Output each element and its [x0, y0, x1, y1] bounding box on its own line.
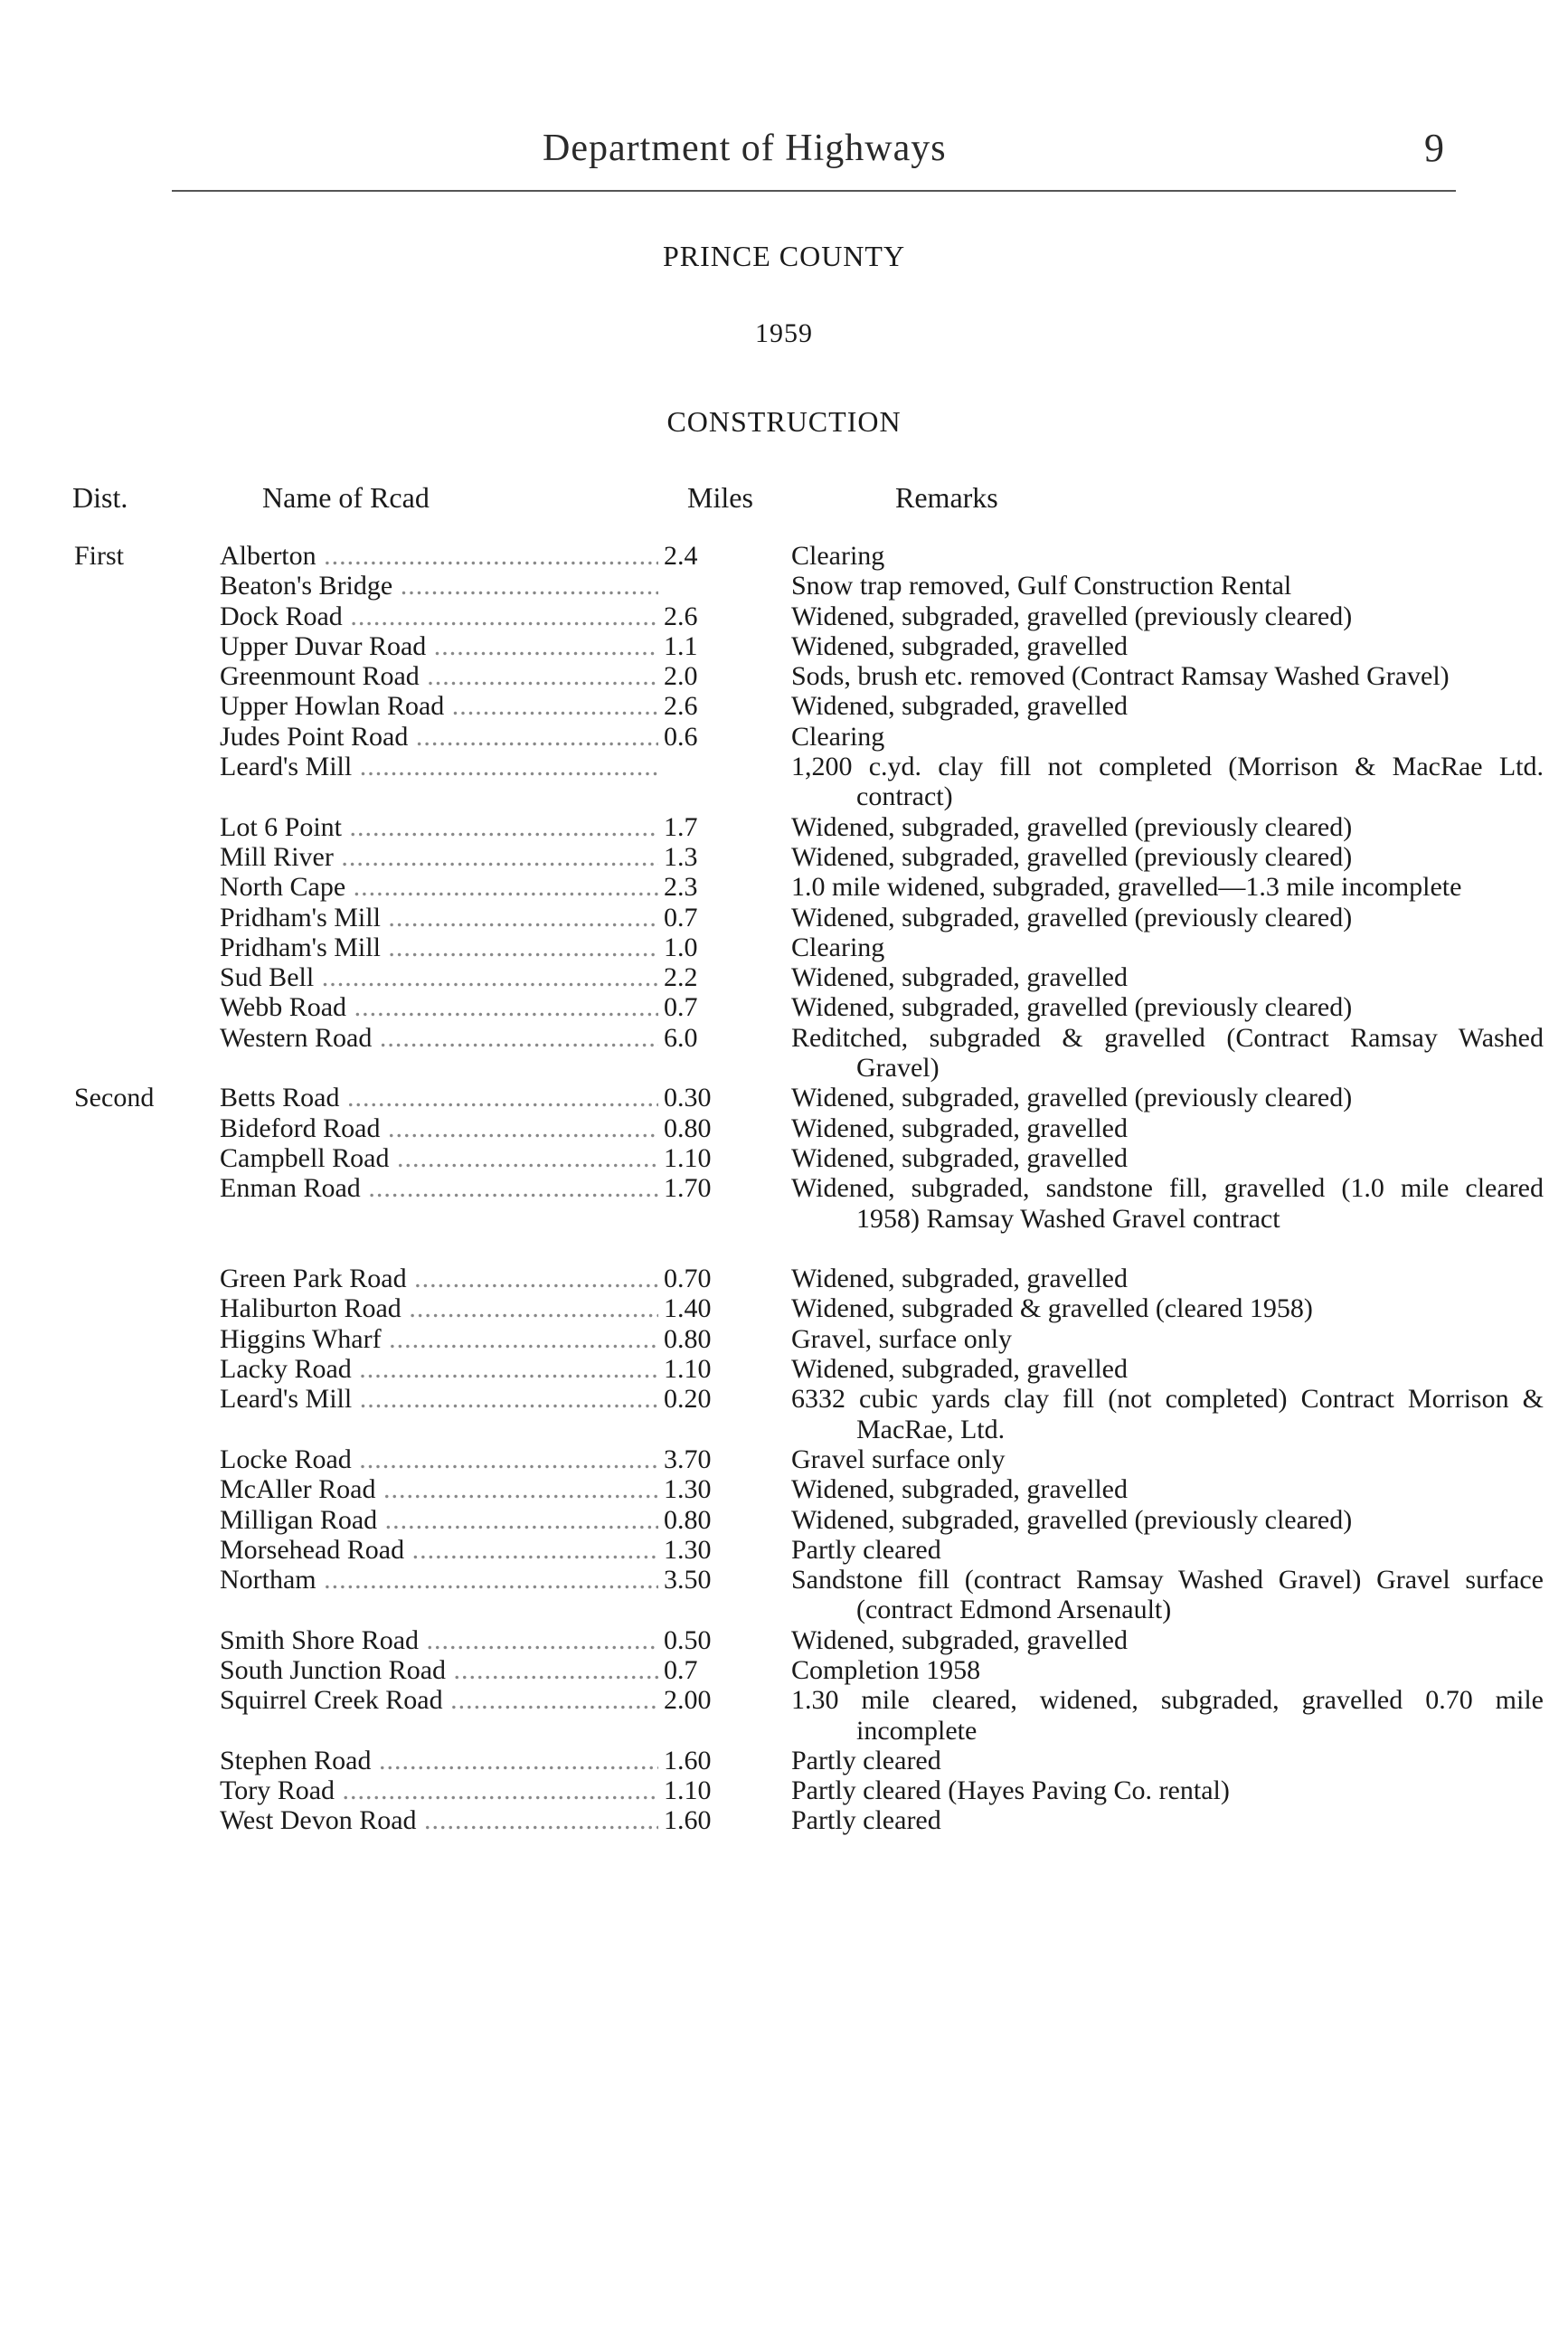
road-name-cell: Dock Road ..... — [220, 601, 658, 631]
table-row — [0, 1293, 1568, 1323]
road-name-cell: Enman Road ..... — [220, 1173, 658, 1203]
road-name-cell: Leard's Mill ..... — [220, 1384, 658, 1414]
road-name-cell: Stephen Road ..... — [220, 1746, 658, 1775]
table-row — [0, 1685, 1568, 1746]
miles-cell: 0.7 — [658, 992, 763, 1022]
road-name-cell: Upper Howlan Road ..... — [220, 691, 658, 721]
road-name-cell: Webb Road ..... — [220, 992, 658, 1022]
road-name-cell: West Devon Road ..... — [220, 1805, 658, 1835]
remarks-cell: Widened, subgraded, gravelled (previously cleared) — [791, 811, 1353, 842]
table-row — [0, 1083, 1568, 1112]
road-name-cell: Morsehead Road ..... — [220, 1535, 658, 1565]
miles-cell: 0.7 — [658, 903, 763, 933]
miles-cell: 0.80 — [658, 1113, 763, 1143]
remarks-cell: Sandstone fill (contract Ramsay Washed Gravel) Gravel surface (contract Edmond Arsenault) — [791, 1565, 1544, 1625]
remarks-cell: Snow trap removed, Gulf Construction Rental — [791, 571, 1292, 601]
remarks-cell: 1.30 mile cleared, widened, subgraded, gravelled 0.70 mile incomplete — [791, 1685, 1544, 1746]
remarks-cell: Clearing — [791, 541, 885, 571]
miles-cell: 2.4 — [658, 541, 763, 571]
miles-cell: 0.70 — [658, 1264, 763, 1293]
remarks-cell: Clearing — [791, 721, 885, 752]
road-name-cell: Greenmount Road ..... — [220, 661, 658, 691]
miles-cell: 1.7 — [658, 812, 763, 842]
remarks-cell: Widened, subgraded, gravelled — [791, 1354, 1128, 1385]
road-name-cell: Squirrel Creek Road ..... — [220, 1685, 658, 1715]
county-heading: PRINCE COUNTY — [662, 240, 906, 272]
table-row — [0, 1655, 1568, 1685]
road-name-cell: Smith Shore Road ..... — [220, 1625, 658, 1655]
road-name-cell: Beaton's Bridge ..... — [220, 571, 658, 601]
road-name-cell: Bideford Road ..... — [220, 1113, 658, 1143]
column-headers — [0, 481, 1568, 521]
remarks-cell: Widened, subgraded, gravelled — [791, 1474, 1128, 1505]
road-name-cell: South Junction Road ..... — [220, 1655, 658, 1685]
remarks-cell: Partly cleared — [791, 1805, 941, 1836]
table-row — [0, 722, 1568, 752]
road-name-cell: Upper Duvar Road ..... — [220, 631, 658, 661]
miles-cell: 3.50 — [658, 1565, 763, 1595]
remarks-cell: Widened, subgraded, gravelled — [791, 1112, 1128, 1143]
table-row — [0, 1746, 1568, 1775]
dist-cell: First — [74, 541, 125, 571]
remarks-cell: Widened, subgraded, gravelled (previously cleared) — [791, 1504, 1353, 1535]
miles-cell: 0.50 — [658, 1625, 763, 1655]
table-row — [0, 1324, 1568, 1354]
table-row — [0, 1173, 1568, 1234]
miles-cell: 2.0 — [658, 661, 763, 691]
miles-cell: 2.6 — [658, 601, 763, 631]
column-header-miles: Miles — [687, 481, 753, 514]
remarks-cell: Widened, subgraded, gravelled (previously cleared) — [791, 992, 1353, 1023]
remarks-cell: 1.0 mile widened, subgraded, gravelled—1.3 mile incomplete — [791, 872, 1462, 903]
miles-cell: 1.10 — [658, 1354, 763, 1384]
table-row — [0, 1143, 1568, 1173]
table-row — [0, 571, 1568, 601]
miles-cell: 1.0 — [658, 933, 763, 962]
road-name-cell: Tory Road ..... — [220, 1775, 658, 1805]
remarks-cell: Widened, subgraded, gravelled — [791, 630, 1128, 661]
column-header-dist: Dist. — [72, 481, 128, 514]
miles-cell: 1.60 — [658, 1805, 763, 1835]
table-row — [0, 962, 1568, 992]
road-name-cell: Pridham's Mill ..... — [220, 903, 658, 933]
table-row — [0, 933, 1568, 962]
road-name-cell: Campbell Road ..... — [220, 1143, 658, 1173]
miles-cell: 2.3 — [658, 872, 763, 902]
page-number: 9 — [1424, 126, 1444, 170]
miles-cell: 0.6 — [658, 722, 763, 752]
road-name-cell: North Cape ..... — [220, 872, 658, 902]
road-name-cell: Pridham's Mill ..... — [220, 933, 658, 962]
road-name-cell: Alberton ..... — [220, 541, 658, 571]
road-name-cell: Lot 6 Point ..... — [220, 812, 658, 842]
remarks-cell: Widened, subgraded, gravelled (previously cleared) — [791, 841, 1353, 872]
dist-cell: Second — [74, 1083, 155, 1113]
table-row — [0, 1535, 1568, 1565]
year-heading: 1959 — [755, 318, 813, 348]
miles-cell: 1.60 — [658, 1746, 763, 1775]
remarks-cell: Widened, subgraded, gravelled (previously cleared) — [791, 1083, 1353, 1113]
miles-cell: 2.00 — [658, 1685, 763, 1715]
remarks-cell: Partly cleared (Hayes Paving Co. rental) — [791, 1775, 1230, 1806]
miles-cell: 1.10 — [658, 1143, 763, 1173]
table-row — [0, 842, 1568, 872]
miles-cell: 0.80 — [658, 1505, 763, 1535]
table-row — [0, 1264, 1568, 1293]
table-row — [0, 812, 1568, 842]
remarks-cell: Partly cleared — [791, 1745, 941, 1775]
miles-cell: 2.6 — [658, 691, 763, 721]
remarks-cell: Widened, subgraded, gravelled — [791, 1624, 1128, 1655]
row-spacer — [0, 1234, 1568, 1264]
road-name-cell: Milligan Road ..... — [220, 1505, 658, 1535]
table-row — [0, 872, 1568, 902]
miles-cell: 1.30 — [658, 1535, 763, 1565]
remarks-cell: Widened, subgraded, gravelled — [791, 1142, 1128, 1173]
miles-cell: 0.80 — [658, 1324, 763, 1354]
miles-cell: 0.20 — [658, 1384, 763, 1414]
remarks-cell: Widened, subgraded, gravelled — [791, 1264, 1128, 1294]
road-name-cell: Lacky Road ..... — [220, 1354, 658, 1384]
table-row — [0, 1565, 1568, 1625]
miles-cell: 1.10 — [658, 1775, 763, 1805]
miles-cell: 6.0 — [658, 1023, 763, 1053]
miles-cell: 1.1 — [658, 631, 763, 661]
remarks-cell: Widened, subgraded, gravelled (previously cleared) — [791, 601, 1353, 631]
miles-cell: 2.2 — [658, 962, 763, 992]
road-name-cell: Mill River ..... — [220, 842, 658, 872]
miles-cell: 0.7 — [658, 1655, 763, 1685]
table-row — [0, 1113, 1568, 1143]
table-row — [0, 1775, 1568, 1805]
table-row — [0, 1805, 1568, 1835]
table-row — [0, 631, 1568, 661]
table-row — [0, 541, 1568, 571]
road-name-cell: Judes Point Road ..... — [220, 722, 658, 752]
road-name-cell: Western Road ..... — [220, 1023, 658, 1053]
remarks-cell: Gravel surface only — [791, 1444, 1006, 1474]
table-row — [0, 1444, 1568, 1474]
remarks-cell: Reditched, subgraded & gravelled (Contract Ramsay Washed Gravel) — [791, 1022, 1544, 1084]
remarks-cell: Partly cleared — [791, 1534, 941, 1565]
road-name-cell: Sud Bell ..... — [220, 962, 658, 992]
table-row — [0, 992, 1568, 1022]
miles-cell: 1.30 — [658, 1474, 763, 1504]
table-row — [0, 1354, 1568, 1384]
table-row — [0, 691, 1568, 721]
remarks-cell: Gravel, surface only — [791, 1323, 1013, 1354]
remarks-cell: Widened, subgraded, sandstone fill, gravelled (1.0 mile cleared 1958) Ramsay Washed Gravel contract — [791, 1173, 1544, 1234]
running-title: Department of Highways — [543, 128, 947, 169]
remarks-cell: 1,200 c.yd. clay fill not completed (Morrison & MacRae Ltd. contract) — [791, 752, 1544, 812]
column-header-name: Name of Rcad — [262, 481, 430, 514]
road-name-cell: McAller Road ..... — [220, 1474, 658, 1504]
road-name-cell: Green Park Road ..... — [220, 1264, 658, 1293]
header-rule — [172, 190, 1456, 192]
construction-table — [0, 541, 1568, 1836]
remarks-cell: Clearing — [791, 932, 885, 962]
column-header-remarks: Remarks — [895, 481, 998, 514]
road-name-cell: Betts Road ..... — [220, 1083, 658, 1112]
table-row — [0, 1505, 1568, 1535]
remarks-cell: Widened, subgraded, gravelled (previously cleared) — [791, 902, 1353, 933]
road-name-cell: Higgins Wharf ..... — [220, 1324, 658, 1354]
miles-cell: 0.30 — [658, 1083, 763, 1112]
table-row — [0, 752, 1568, 812]
remarks-cell: Widened, subgraded & gravelled (cleared 1958) — [791, 1293, 1313, 1324]
table-row — [0, 601, 1568, 631]
remarks-cell: Widened, subgraded, gravelled — [791, 962, 1128, 993]
miles-cell: 1.40 — [658, 1293, 763, 1323]
remarks-cell: Sods, brush etc. removed (Contract Ramsay Washed Gravel) — [791, 661, 1450, 692]
road-name-cell: Northam ..... — [220, 1565, 658, 1595]
table-row — [0, 1023, 1568, 1084]
table-row — [0, 1384, 1568, 1444]
section-heading: CONSTRUCTION — [666, 405, 902, 438]
table-row — [0, 1625, 1568, 1655]
remarks-cell: Widened, subgraded, gravelled — [791, 691, 1128, 722]
road-name-cell: Locke Road ..... — [220, 1444, 658, 1474]
table-row — [0, 1474, 1568, 1504]
table-row — [0, 661, 1568, 691]
remarks-cell: Completion 1958 — [791, 1654, 981, 1685]
table-row — [0, 903, 1568, 933]
road-name-cell: Leard's Mill ..... — [220, 752, 658, 781]
remarks-cell: 6332 cubic yards clay fill (not completed) Contract Morrison & MacRae, Ltd. — [791, 1384, 1544, 1444]
miles-cell: 3.70 — [658, 1444, 763, 1474]
miles-cell: 1.3 — [658, 842, 763, 872]
miles-cell: 1.70 — [658, 1173, 763, 1203]
road-name-cell: Haliburton Road ..... — [220, 1293, 658, 1323]
